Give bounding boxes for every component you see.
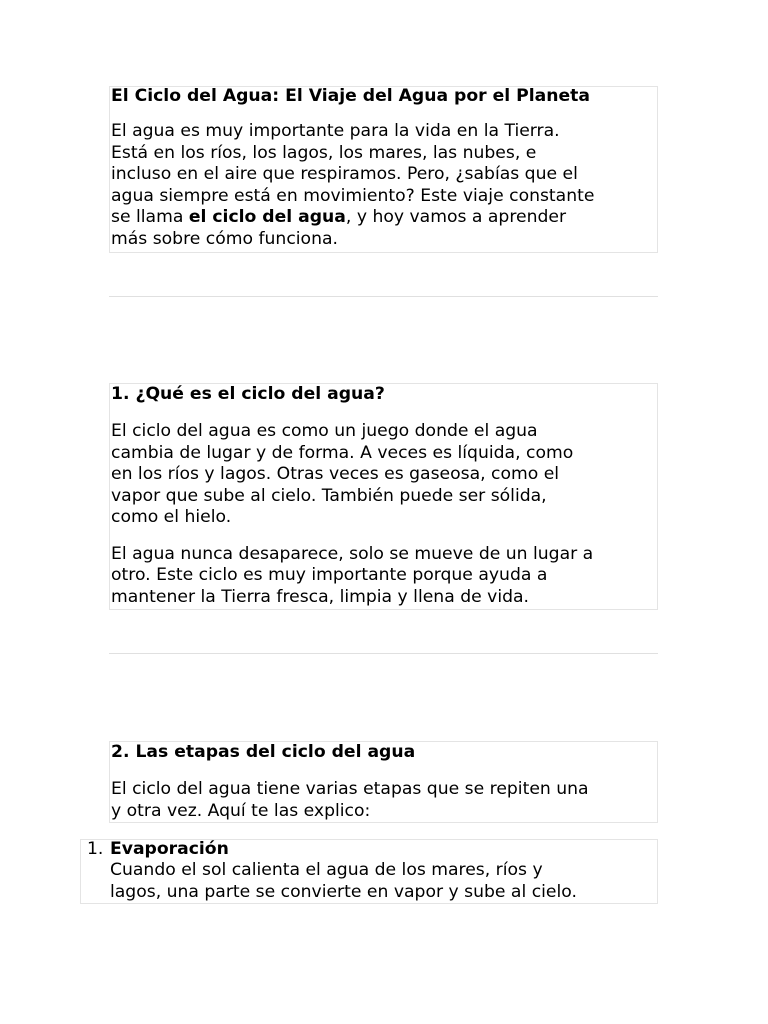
text-line: otro. Este ciclo es muy importante porque ayuda a [111,565,548,585]
intro-line: El agua es muy importante para la vida en la Tierra. [111,121,560,141]
section-2-heading: 2. Las etapas del ciclo del agua [111,742,416,762]
text-line: como el hielo. [111,507,232,527]
text-line: Cuando el sol calienta el agua de los mares, ríos y [110,860,543,880]
list-item-text [110,860,657,903]
intro-line: agua siempre está en movimiento? Este viaje constante [111,185,595,206]
list-item [80,839,658,904]
intro-section [109,86,658,253]
intro-line: Está en los ríos, los lagos, los mares, las nubes, e [111,142,537,163]
intro-line: , y hoy vamos a aprender [345,207,567,227]
text-line: cambia de lugar y de forma. A veces es líquida, como [111,442,574,463]
text-line: lagos, una parte se convierte en vapor y sube al cielo. [110,881,577,902]
text-line: El ciclo del agua tiene varias etapas que se repiten una [111,779,589,799]
intro-line: se llama [111,207,189,227]
intro-line: más sobre cómo funciona. [111,228,338,249]
section-2-paragraph [111,779,657,822]
text-line: mantener la Tierra fresca, limpia y llena de vida. [111,586,529,607]
text-line: vapor que sube al cielo. También puede ser sólida, [111,485,547,506]
section-1 [109,383,658,610]
text-line: El agua nunca desaparece, solo se mueve de un lugar a [111,543,594,564]
list-item-content [110,839,657,903]
section-2 [109,741,658,823]
divider [109,653,658,654]
section-1-paragraph-2 [111,544,657,609]
list-item-title: Evaporación [110,839,229,859]
text-line: y otra vez. Aquí te las explico: [111,800,371,821]
intro-paragraph [111,121,657,250]
section-1-paragraph-1 [111,421,657,529]
document-title: El Ciclo del Agua: El Viaje del Agua por el Planeta [111,86,590,106]
intro-line: incluso en el aire que respiramos. Pero, ¿sabías que el [111,164,578,184]
text-line: en los ríos y lagos. Otras veces es gaseosa, como el [111,464,560,484]
divider [109,296,658,297]
section-1-heading: 1. ¿Qué es el ciclo del agua? [111,384,385,404]
list-item-number: 1. [87,839,104,859]
intro-bold-term: el ciclo del agua [188,207,346,227]
text-line: El ciclo del agua es como un juego donde el agua [111,421,538,441]
